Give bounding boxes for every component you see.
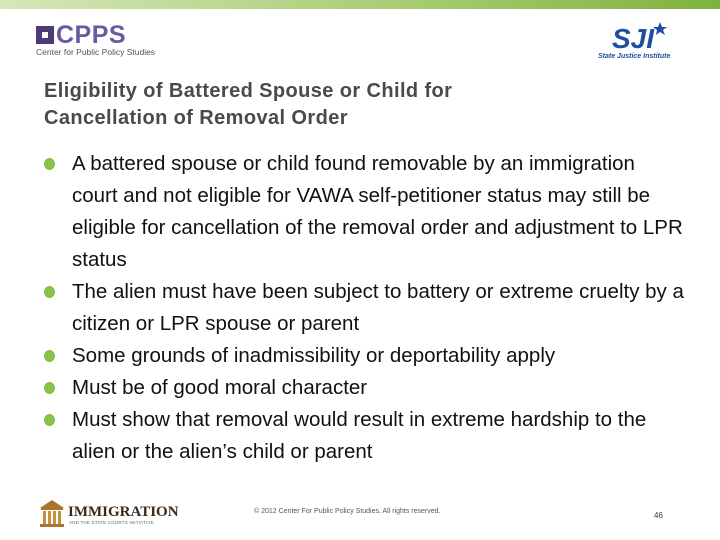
sji-logo-text: SJI [612, 23, 655, 54]
bullet-text: Some grounds of inadmissibility or deportability apply [72, 344, 556, 367]
slide-title [44, 78, 664, 132]
star-icon [653, 22, 667, 35]
bullet-text: Must show that removal would result in extreme hardship to the alien or the alien’s child or parent [72, 408, 647, 463]
bullet-item [44, 148, 684, 276]
cpps-logo-subtitle: Center for Public Policy Studies [36, 47, 156, 57]
bullet-dot-icon [44, 382, 55, 394]
immigration-logo-text: IMMIGRATION [68, 504, 179, 520]
page-number: 46 [654, 511, 663, 520]
bullet-text: A battered spouse or child found removable by an immigration court and not eligible for VAWA self-petitioner status may still be eligible for cancellation of the removal order and adjustment to LPR status [72, 152, 683, 271]
sji-logo-subtitle: State Justice Institute [598, 53, 671, 60]
bullet-dot-icon [44, 350, 55, 362]
bullet-item [44, 404, 684, 468]
bullet-item [44, 276, 684, 340]
bullet-dot-icon [44, 286, 55, 298]
bullet-list [44, 148, 684, 468]
bullet-text: The alien must have been subject to battery or extreme cruelty by a citizen or LPR spouse or parent [72, 280, 684, 335]
copyright-notice: © 2012 Center For Public Policy Studies. All rights reserved. [254, 508, 441, 515]
slide-title-line-2: Cancellation of Removal Order [44, 107, 348, 129]
bullet-item [44, 340, 684, 372]
bullet-dot-icon [44, 414, 55, 426]
slide-title-line-1: Eligibility of Battered Spouse or Child for [44, 80, 453, 102]
cpps-square-icon [36, 26, 54, 44]
top-accent-bar [0, 0, 720, 9]
bullet-text: Must be of good moral character [72, 376, 368, 399]
bullet-dot-icon [44, 158, 55, 170]
cpps-logo-text: CPPS [56, 21, 127, 49]
immigration-logo-subtitle: AND THE STATE COURTS INITIATIVE [69, 520, 154, 525]
bullet-item [44, 372, 684, 404]
